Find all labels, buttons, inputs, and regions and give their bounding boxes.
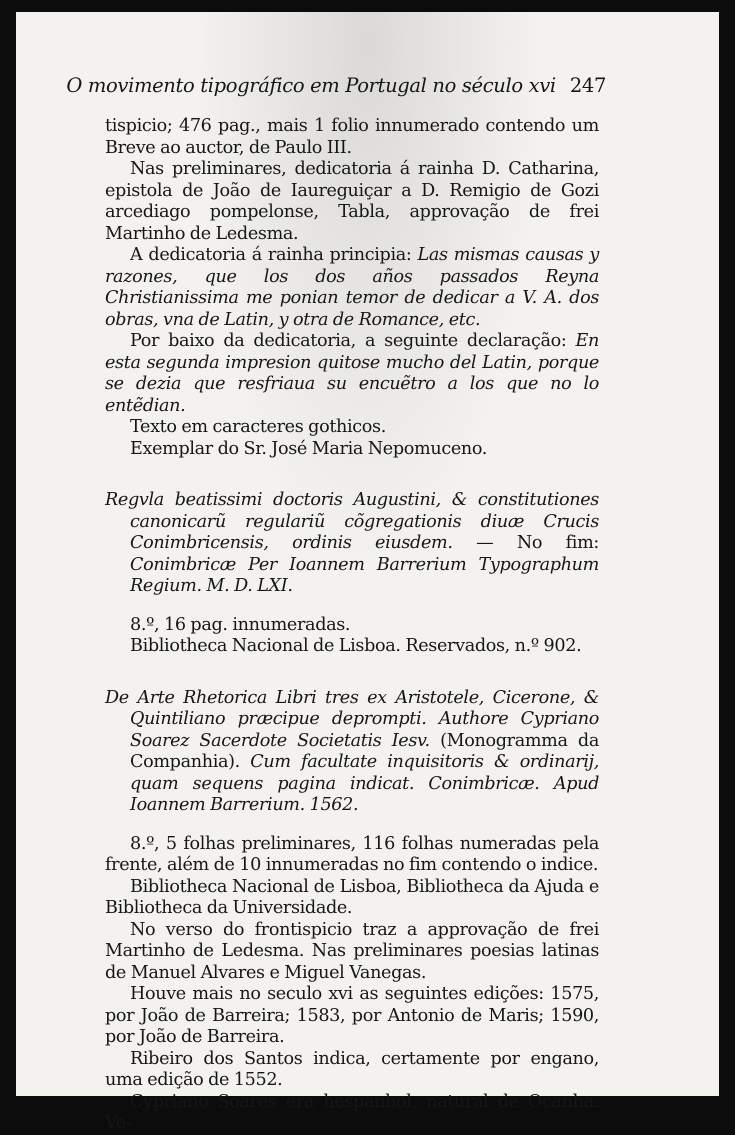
running-head-title: O movimento tipográfico em Portugal no século xvi	[66, 74, 556, 97]
paragraph-continuation: tispicio; 476 pag., mais 1 folio innumerado contendo um Breve ao auctor, de Paulo III.	[105, 116, 599, 158]
regvla-colophon: Conimbricæ Per Ioannem Barrerium Typographum Regium. M. D. LXI.	[130, 554, 599, 596]
regvla-separator: — No fim:	[452, 533, 599, 553]
paragraph-exemplar: Exemplar do Sr. José Maria Nepomuceno.	[130, 438, 488, 459]
rhetorica-note-edicoes: Houve mais no seculo xvi as seguintes edições: 1575, por João de Barreira; 1583, por Antonio de Maris; 1590, por João de Barreira.	[105, 984, 599, 1047]
book-page	[16, 12, 719, 1133]
regvla-title: Regvla beatissimi doctoris Augustini, & constitutiones canonicarũ regulariũ cõgregationis diuæ Crucis Conimbricensis, ordinis eiusdem.	[105, 490, 599, 553]
paragraph-dedicatoria	[105, 245, 599, 331]
paragraph-preliminares: Nas preliminares, dedicatoria á rainha D. Catharina, epistola de João de Iaureguiçar a D. Remigio de Gozi arcediago pompelonse, Tabla, approvação de frei Martinho de Ledesma.	[105, 159, 599, 244]
rhetorica-location: Bibliotheca Nacional de Lisboa, Bibliotheca da Ajuda e Bibliotheca da Universidade.	[105, 876, 599, 918]
page-number: 247	[569, 74, 606, 97]
dedicatoria-quote: Las mismas causas y razones, que los dos años passados Reyna Christianissima me ponian temor de dedicar a V. A. dos obras, vna de Latin, y otra de Romance, etc.	[105, 245, 600, 330]
paragraph-texto: Texto em caracteres gothicos.	[130, 417, 386, 437]
paragraph-declaracao	[105, 331, 599, 417]
regvla-description: 8.º, 16 pag. innumeradas.	[130, 614, 351, 635]
rhetorica-note-verso: No verso do frontispicio traz a approvação de frei Martinho de Ledesma. Nas preliminares poesias latinas de Manuel Alvares e Miguel Vanegas.	[105, 919, 599, 983]
rhetorica-description: 8.º, 5 folhas preliminares, 116 folhas numeradas pela frente, além de 10 innumeradas no fim contendo o indice.	[105, 833, 599, 875]
regvla-location: Bibliotheca Nacional de Lisboa. Reservados, n.º 902.	[130, 636, 582, 656]
rhetorica-monogram: (Monogramma da Companhia).	[130, 730, 599, 772]
page-body	[105, 116, 599, 1135]
dedicatoria-intro: A dedicatoria á rainha principia:	[130, 245, 418, 265]
entry-title-regvla	[105, 490, 599, 598]
declaracao-intro: Por baixo da dedicatoria, a seguinte declaração:	[130, 331, 576, 351]
running-head	[16, 74, 606, 97]
entry-title-rhetorica	[105, 688, 599, 817]
declaracao-quote: En esta segunda impresion quitose mucho del Latin, porque se dezia que resfriaua su encuẽtro a los que no lo entẽdian.	[105, 331, 599, 416]
rhetorica-imprint: Cum facultate inquisitoris & ordinarij, quam sequens pagina indicat. Conimbricæ. Apud Ioannem Barrerium. 1562.	[130, 752, 599, 815]
rhetorica-title: De Arte Rhetorica Libri tres ex Aristotele, Cicerone, & Quintiliano præcipue deprompti. Authore Cypriano Soarez Sacerdote Societatis Iesv.	[105, 687, 599, 751]
rhetorica-note-ribeiro: Ribeiro dos Santos indica, certamente por engano, uma edição de 1552.	[105, 1048, 599, 1090]
rhetorica-note-cypriano: Cypriano Soares era hespanhol, natural de Ocanha. Ve-	[105, 1091, 599, 1133]
